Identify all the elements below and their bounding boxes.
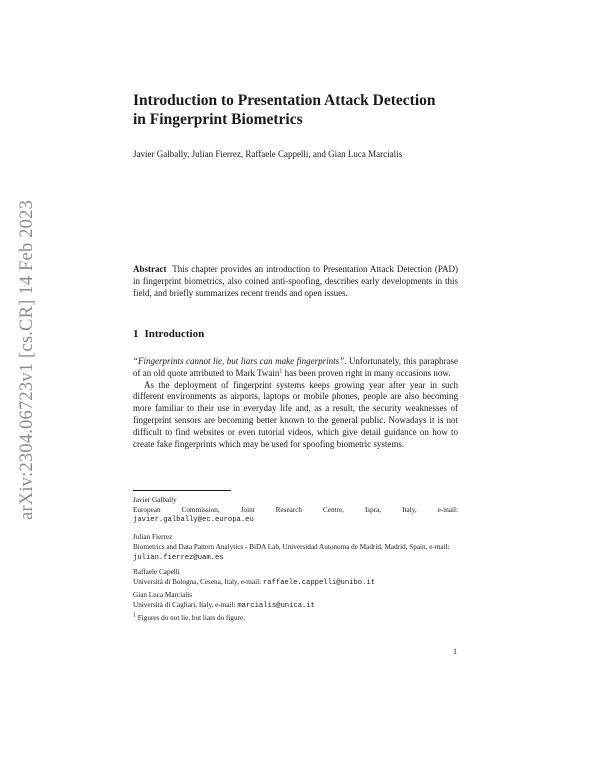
- affiliation-name: Gian Luca Marcialis: [133, 591, 193, 599]
- footnote-text: Figures do not lie, but liars do figure.: [137, 614, 245, 622]
- affiliation-marcialis: [133, 591, 458, 612]
- arxiv-identifier-stamp: arXiv:2304.06723v1 [cs.CR] 14 Feb 2023: [17, 199, 37, 520]
- intro-paragraph-2: As the deployment of fingerprint systems keeps growing year after year in such different environments as airports, laptops or mobile phones, people are also becoming more familiar to their use in everyday life and, as a result, the security weaknesses of fingerprint sensors are becoming better known to the general public. Nowadays it is not difficult to find websites or even tutorial videos, which give detail guidance on how to create fake fingerprints which may be used for spoofing biometric systems.: [133, 379, 458, 449]
- intro-p1-text: . Unfortunately, this paraphrase of an old quote attributed to Mark Twain: [133, 356, 458, 378]
- affiliation-galbally: [133, 496, 458, 525]
- introduction-body: [133, 356, 458, 450]
- footnote-divider: [133, 490, 231, 491]
- affiliation-address: European Commission, Joint Research Centre, Ispra, Italy, e-mail:: [133, 505, 458, 514]
- footnote-number: 1: [133, 612, 136, 619]
- affiliation-email[interactable]: julian.fierrez@uam.es: [133, 553, 224, 562]
- affiliation-name: Julian Fierrez: [133, 533, 173, 541]
- affiliation-address: Biometrics and Data Pattern Analytics - BiDA Lab, Universidad Autonoma de Madrid, Madrid, Spain, e-mail: julian.fierrez@uam.es: [133, 542, 450, 562]
- section-title: Introduction: [144, 328, 205, 340]
- title-line-1: Introduction to Presentation Attack Detection: [133, 92, 436, 109]
- affiliation-fierrez: [133, 533, 458, 563]
- abstract-label: Abstract: [133, 264, 167, 274]
- author-list: Javier Galbally, Julian Fierrez, Raffaele Cappelli, and Gian Luca Marcialis: [133, 149, 403, 159]
- title-line-2: in Fingerprint Biometrics: [133, 111, 303, 128]
- affiliation-email[interactable]: javier.galbally@ec.europa.eu: [133, 515, 254, 524]
- affiliation-cappelli: [133, 568, 458, 589]
- abstract-text: This chapter provides an introduction to Presentation Attack Detection (PAD) in fingerprint biometrics, also coined anti-spoofing, describes early developments in this field, and briefly summarizes recent trends and open issues.: [133, 264, 459, 298]
- affiliation-name: Raffaele Capelli: [133, 568, 180, 576]
- section-heading: [133, 328, 458, 340]
- intro-paragraph-1: [133, 356, 458, 380]
- affiliation-address: Università di Cagliari, Italy, e-mail: marcialis@unica.it: [133, 600, 315, 610]
- affiliation-name: Javier Galbally: [133, 496, 177, 504]
- intro-p1-tail: has been proven right in many occasions now.: [282, 367, 451, 378]
- abstract: [133, 264, 458, 299]
- paper-title: [133, 91, 458, 129]
- footnote: [133, 614, 245, 622]
- page-number: 1: [453, 647, 457, 656]
- affiliation-email[interactable]: raffaele.cappelli@unibo.it: [262, 578, 376, 587]
- affiliation-email[interactable]: marcialis@unica.it: [237, 601, 315, 610]
- intro-quote: “Fingerprints cannot lie, but liars can make fingerprints”: [133, 356, 345, 366]
- footnote-mark: 1: [279, 368, 283, 375]
- section-number: 1: [133, 328, 139, 340]
- affiliation-address: Università di Bologna, Cesena, Italy, e-mail: raffaele.cappelli@unibo.it: [133, 577, 376, 587]
